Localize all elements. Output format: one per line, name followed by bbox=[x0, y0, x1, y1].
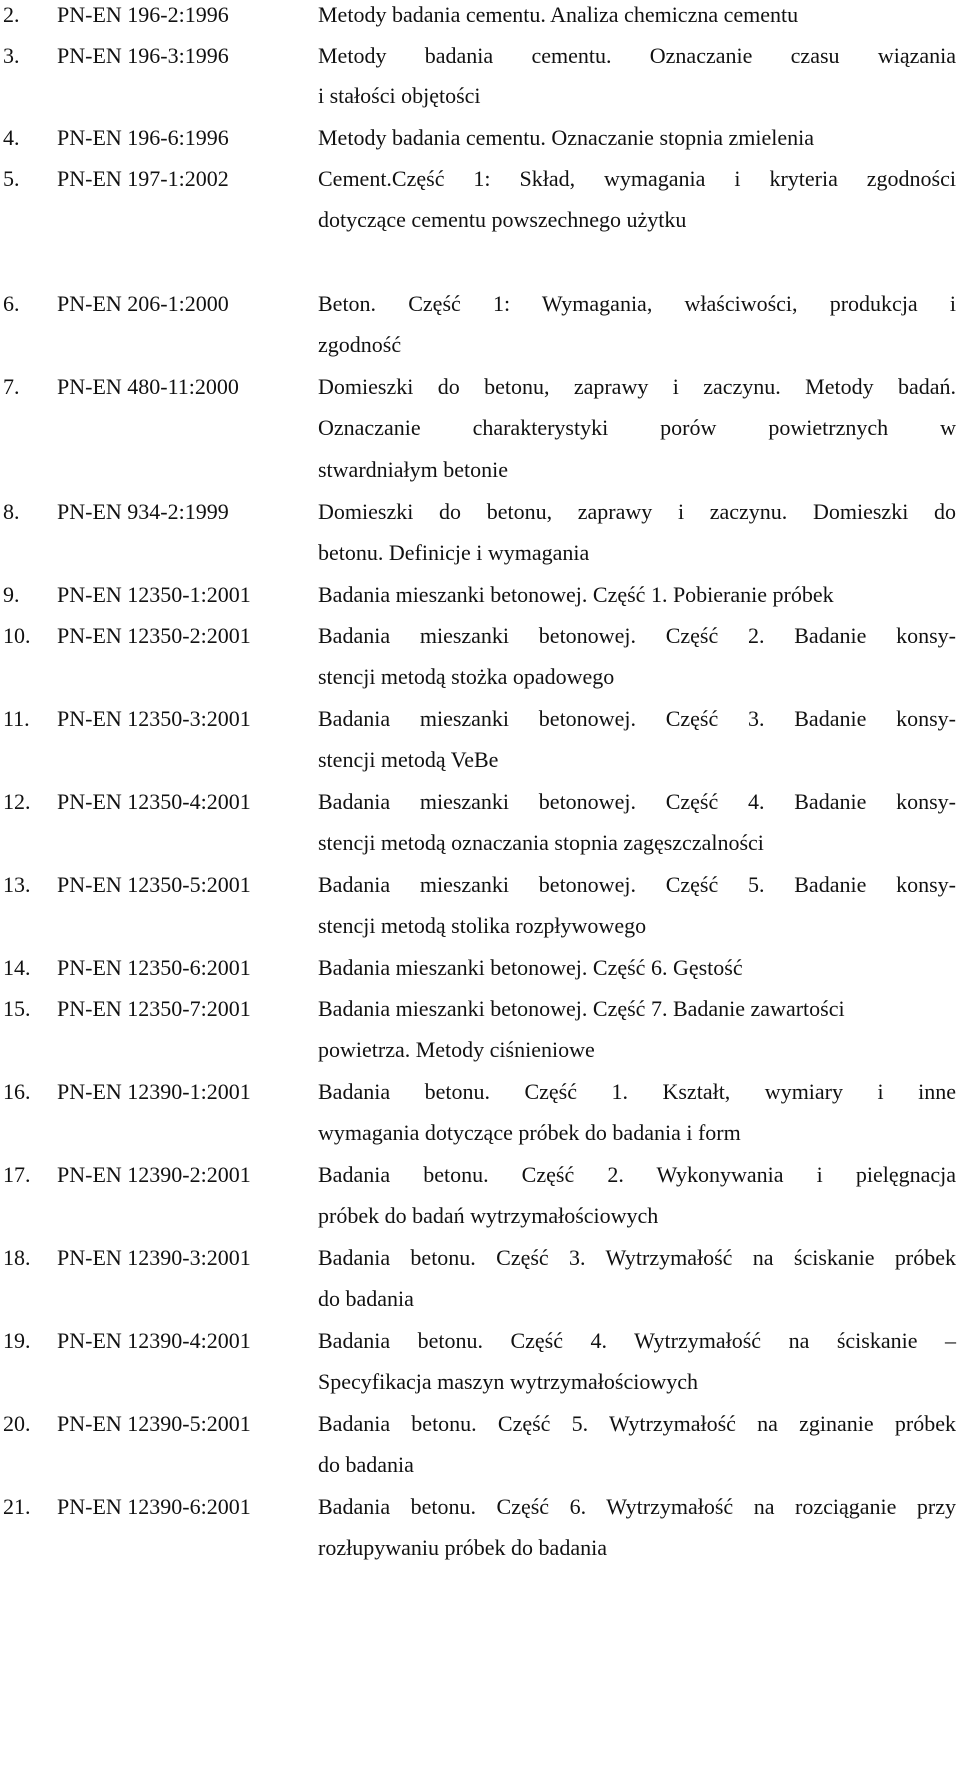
standard-title-line: Badania betonu. Część 4. Wytrzymałość na ściskanie – bbox=[318, 1328, 956, 1353]
standard-title-line: próbek do badań wytrzymałościowych bbox=[318, 1203, 659, 1228]
standard-title-line: wymagania dotyczące próbek do badania i form bbox=[318, 1120, 741, 1145]
item-number: 10. bbox=[3, 623, 31, 648]
item-number: 18. bbox=[3, 1245, 31, 1270]
standard-code: PN-EN 12350-1:2001 bbox=[57, 582, 251, 607]
standard-title-line: do badania bbox=[318, 1452, 414, 1477]
item-number: 9. bbox=[3, 582, 20, 607]
item-number: 3. bbox=[3, 43, 20, 68]
item-number: 17. bbox=[3, 1162, 31, 1187]
item-number: 14. bbox=[3, 955, 31, 980]
standard-title-line: Badania mieszanki betonowej. Część 3. Badanie konsy- bbox=[318, 706, 956, 731]
standard-title-line: rozłupywaniu próbek do badania bbox=[318, 1535, 607, 1560]
standard-title-line: stencji metodą stożka opadowego bbox=[318, 664, 615, 689]
standard-code: PN-EN 196-3:1996 bbox=[57, 43, 229, 68]
item-number: 2. bbox=[3, 2, 20, 27]
standard-title-line: Badania betonu. Część 6. Wytrzymałość na rozciąganie przy bbox=[318, 1494, 956, 1519]
standard-code: PN-EN 12390-5:2001 bbox=[57, 1411, 251, 1436]
item-number: 15. bbox=[3, 996, 31, 1021]
standard-title-line: Metody badania cementu. Oznaczanie stopnia zmielenia bbox=[318, 125, 815, 150]
standard-title-line: Cement.Część 1: Skład, wymagania i kryteria zgodności bbox=[318, 166, 956, 191]
item-number: 16. bbox=[3, 1079, 31, 1104]
standard-code: PN-EN 196-6:1996 bbox=[57, 125, 229, 150]
standard-title-line: dotyczące cementu powszechnego użytku bbox=[318, 207, 687, 232]
standard-title-line: Domieszki do betonu, zaprawy i zaczynu. Domieszki do bbox=[318, 499, 956, 524]
standard-code: PN-EN 12390-1:2001 bbox=[57, 1079, 251, 1104]
item-number: 7. bbox=[3, 374, 20, 399]
standard-title-line: stencji metodą VeBe bbox=[318, 747, 499, 772]
item-number: 11. bbox=[3, 706, 30, 731]
standard-code: PN-EN 12390-4:2001 bbox=[57, 1328, 251, 1353]
standard-code: PN-EN 196-2:1996 bbox=[57, 2, 229, 27]
standard-title-line: Badania betonu. Część 3. Wytrzymałość na ściskanie próbek bbox=[318, 1245, 956, 1270]
standard-code: PN-EN 12350-4:2001 bbox=[57, 789, 251, 814]
standard-code: PN-EN 197-1:2002 bbox=[57, 166, 229, 191]
standard-title-line: Badania mieszanki betonowej. Część 4. Badanie konsy- bbox=[318, 789, 956, 814]
standard-title-line: betonu. Definicje i wymagania bbox=[318, 540, 590, 565]
item-number: 21. bbox=[3, 1494, 31, 1519]
standard-code: PN-EN 12350-2:2001 bbox=[57, 623, 251, 648]
standard-code: PN-EN 480-11:2000 bbox=[57, 374, 239, 399]
standard-code: PN-EN 12390-2:2001 bbox=[57, 1162, 251, 1187]
standard-title-line: stencji metodą oznaczania stopnia zagęszczalności bbox=[318, 830, 764, 855]
item-number: 20. bbox=[3, 1411, 31, 1436]
standard-title-line: Specyfikacja maszyn wytrzymałościowych bbox=[318, 1369, 698, 1394]
standard-title-line: Badania betonu. Część 2. Wykonywania i pielęgnacja bbox=[318, 1162, 956, 1187]
item-number: 19. bbox=[3, 1328, 31, 1353]
standard-title-line: Domieszki do betonu, zaprawy i zaczynu. Metody badań. bbox=[318, 374, 956, 399]
standard-title-line: Badania betonu. Część 1. Kształt, wymiary i inne bbox=[318, 1079, 956, 1104]
item-number: 13. bbox=[3, 872, 31, 897]
standard-code: PN-EN 934-2:1999 bbox=[57, 499, 229, 524]
standard-title-line: i stałości objętości bbox=[318, 83, 481, 108]
item-number: 8. bbox=[3, 499, 20, 524]
standard-title-line: stencji metodą stolika rozpływowego bbox=[318, 913, 647, 938]
standard-title-line: Badania mieszanki betonowej. Część 5. Badanie konsy- bbox=[318, 872, 956, 897]
standard-code: PN-EN 12390-3:2001 bbox=[57, 1245, 251, 1270]
standard-title-line: Oznaczanie charakterystyki porów powietrznych w bbox=[318, 415, 956, 440]
item-number: 12. bbox=[3, 789, 31, 814]
standard-title-line: do badania bbox=[318, 1286, 414, 1311]
item-number: 5. bbox=[3, 166, 20, 191]
standard-title-line: Badania mieszanki betonowej. Część 1. Pobieranie próbek bbox=[318, 582, 834, 607]
standard-title-line: Metody badania cementu. Oznaczanie czasu wiązania bbox=[318, 43, 956, 68]
standard-title-line: Badania mieszanki betonowej. Część 2. Badanie konsy- bbox=[318, 623, 956, 648]
item-number: 6. bbox=[3, 291, 20, 316]
standard-title-line: Badania mieszanki betonowej. Część 7. Badanie zawartości bbox=[318, 996, 845, 1021]
standard-title-line: Metody badania cementu. Analiza chemiczna cementu bbox=[318, 2, 799, 27]
standard-code: PN-EN 12350-7:2001 bbox=[57, 996, 251, 1021]
standard-code: PN-EN 12350-5:2001 bbox=[57, 872, 251, 897]
standard-code: PN-EN 12350-6:2001 bbox=[57, 955, 251, 980]
standard-title-line: stwardniałym betonie bbox=[318, 457, 509, 482]
item-number: 4. bbox=[3, 125, 20, 150]
standard-title-line: powietrza. Metody ciśnieniowe bbox=[318, 1037, 595, 1062]
standard-title-line: Beton. Część 1: Wymagania, właściwości, produkcja i bbox=[318, 291, 956, 316]
standard-code: PN-EN 12350-3:2001 bbox=[57, 706, 251, 731]
standard-title-line: Badania mieszanki betonowej. Część 6. Gęstość bbox=[318, 955, 743, 980]
standard-code: PN-EN 206-1:2000 bbox=[57, 291, 229, 316]
standard-code: PN-EN 12390-6:2001 bbox=[57, 1494, 251, 1519]
standard-title-line: Badania betonu. Część 5. Wytrzymałość na zginanie próbek bbox=[318, 1411, 956, 1436]
standard-title-line: zgodność bbox=[318, 332, 402, 357]
